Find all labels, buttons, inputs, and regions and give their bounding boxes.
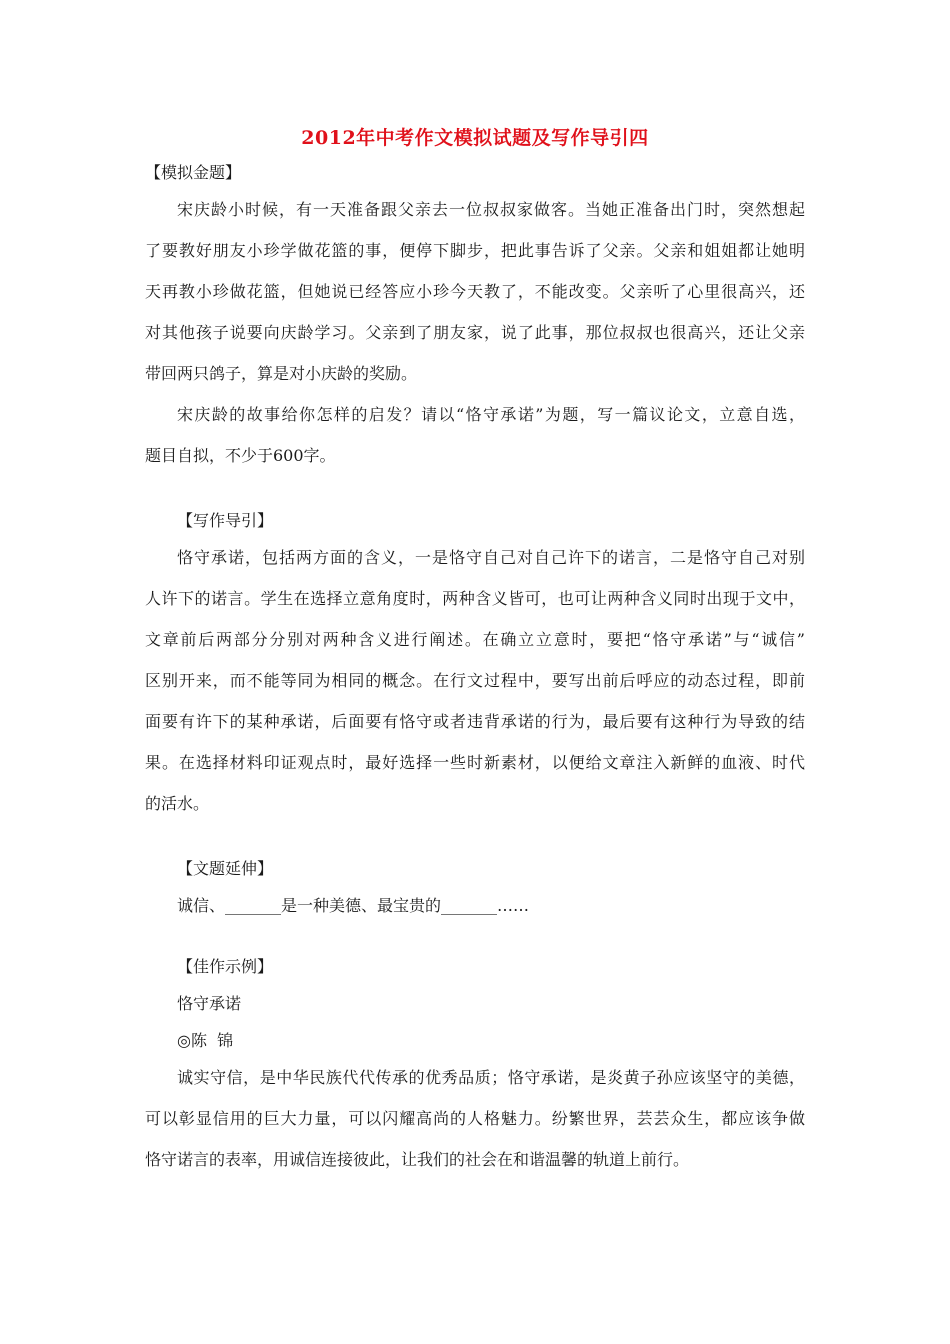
paragraph-line: 文章前后两部分分别对两种含义进行阐述。在确立立意时，要把“恪守承诺”与“诚信” <box>145 630 805 649</box>
section-heading-topic-extension: 【文题延伸】 <box>177 859 274 878</box>
paragraph-line: 宋庆龄小时候，有一天准备跟父亲去一位叔叔家做客。当她正准备出门时，突然想起 <box>177 200 805 219</box>
paragraph-line: 宋庆龄的故事给你怎样的启发？请以“恪守承诺”为题，写一篇议论文，立意自选， <box>177 405 805 424</box>
paragraph-line: 区别开来，而不能等同为相同的概念。在行文过程中，要写出前后呼应的动态过程，即前 <box>145 671 805 690</box>
paragraph-line: 人许下的诺言。学生在选择立意角度时，两种含义皆可，也可让两种含义同时出现于文中， <box>145 589 805 608</box>
paragraph-line: 恪守承诺，包括两方面的含义，一是恪守自己对自己许下的诺言，二是恪守自己对别 <box>177 548 805 567</box>
paragraph-line: 果。在选择材料印证观点时，最好选择一些时新素材，以便给文章注入新鲜的血液、时代 <box>145 753 805 772</box>
document-title: 2012年中考作文模拟试题及写作导引四 <box>301 127 649 149</box>
prompt-story-paragraph <box>145 199 805 404</box>
paragraph-line: 了要教好朋友小珍学做花篮的事，便停下脚步，把此事告诉了父亲。父亲和姐姐都让她明 <box>145 241 805 260</box>
paragraph-line: 的活水。 <box>145 794 210 813</box>
paragraph-line: 面要有许下的某种承诺，后面要有恪守或者违背承诺的行为，最后要有这种行为导致的结 <box>145 712 805 731</box>
spacer <box>145 936 805 956</box>
prompt-task-paragraph <box>145 404 805 486</box>
paragraph-line: 诚实守信，是中华民族代代传承的优秀品质；恪守承诺，是炎黄子孙应该坚守的美德， <box>177 1068 805 1087</box>
essay-paragraph <box>145 1067 805 1190</box>
paragraph-line: 恪守诺言的表率，用诚信连接彼此，让我们的社会在和谐温馨的轨道上前行。 <box>145 1150 690 1169</box>
paragraph-line: 可以彰显信用的巨大力量，可以闪耀高尚的人格魅力。纷繁世界，芸芸众生，都应该争做 <box>145 1109 805 1128</box>
paragraph-line: 天再教小珍做花篮，但她说已经答应小珍今天教了，不能改变。父亲听了心里很高兴，还 <box>145 282 805 301</box>
essay-title: 恪守承诺 <box>177 994 242 1013</box>
section-heading-writing-guide: 【写作导引】 <box>177 511 274 530</box>
paragraph-line: 题目自拟，不少于600字。 <box>145 446 336 465</box>
document-body <box>145 162 805 1190</box>
spacer <box>145 486 805 510</box>
section-heading-sample-essay: 【佳作示例】 <box>177 957 274 976</box>
essay-author: ◎陈 锦 <box>177 1031 234 1050</box>
writing-guide-paragraph <box>145 547 805 834</box>
paragraph-line: 对其他孩子说要向庆龄学习。父亲到了朋友家，说了此事，那位叔叔也很高兴，还让父亲 <box>145 323 805 342</box>
topic-extension-text: 诚信、_______是一种美德、最宝贵的_______…… <box>177 896 530 915</box>
spacer <box>145 834 805 858</box>
paragraph-line: 带回两只鸽子，算是对小庆龄的奖励。 <box>145 364 418 383</box>
section-heading-mock-question: 【模拟金题】 <box>145 163 242 182</box>
